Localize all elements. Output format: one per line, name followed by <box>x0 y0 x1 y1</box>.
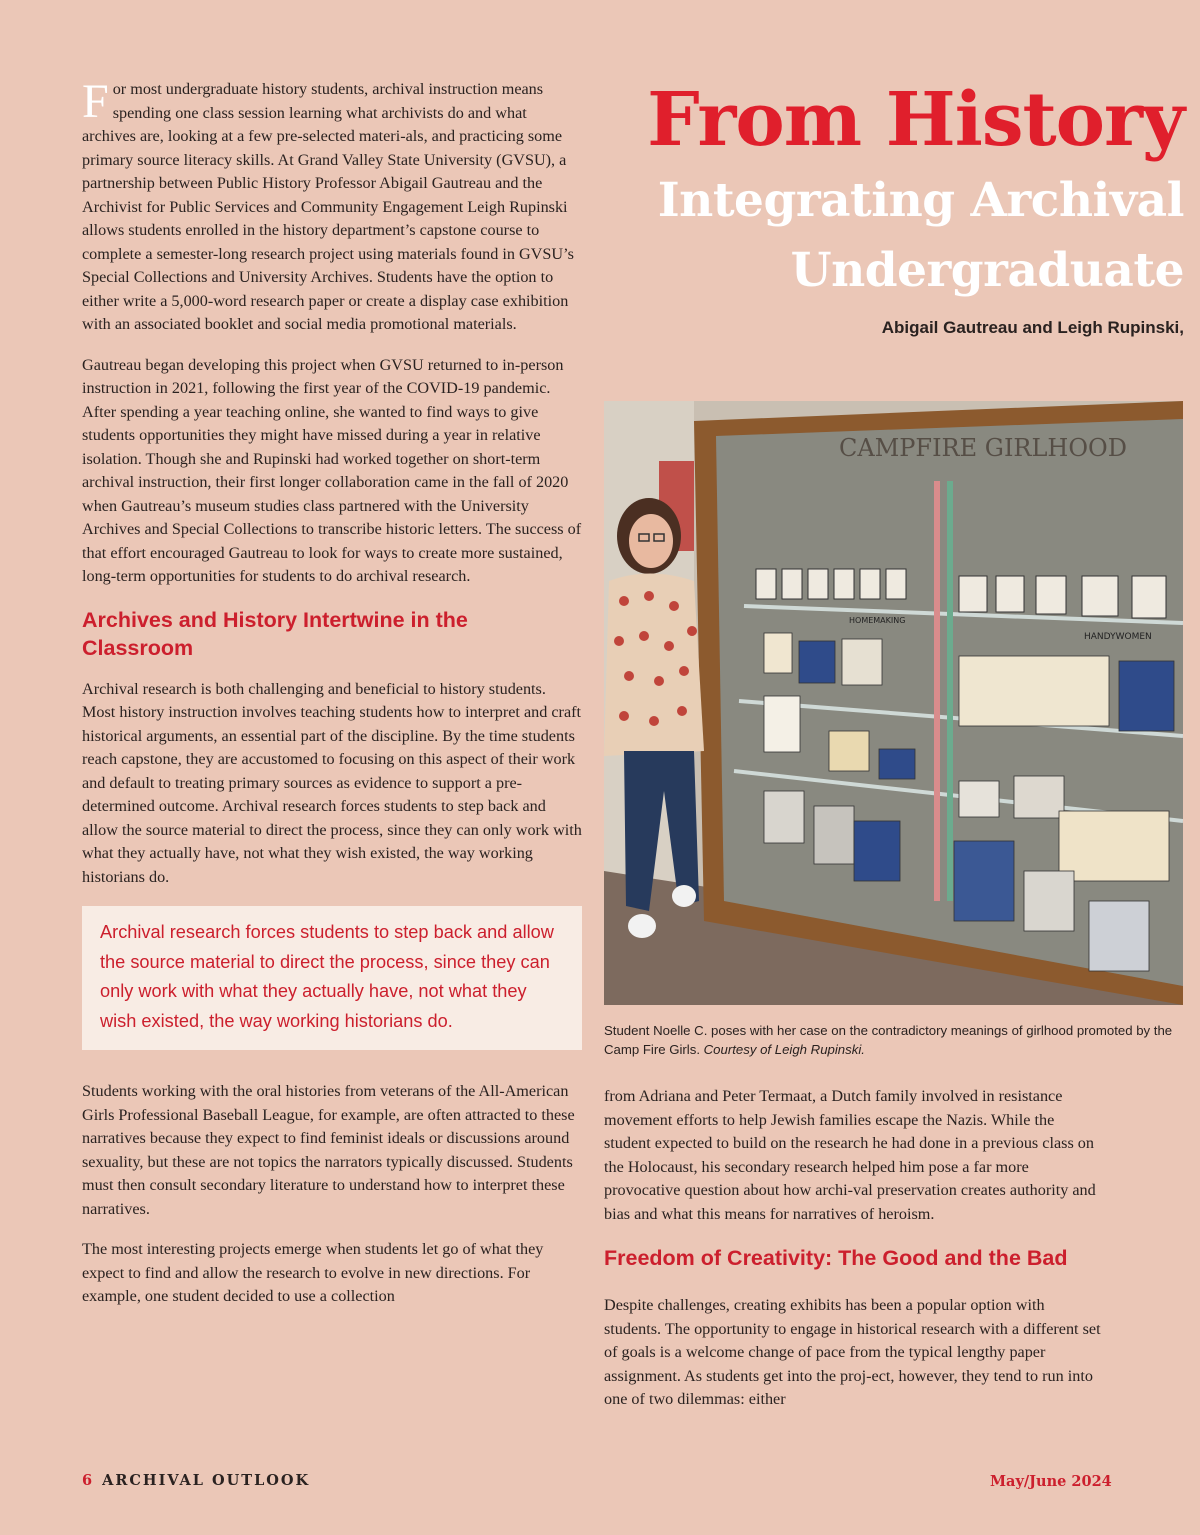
publication-name: ARCHIVAL OUTLOOK <box>102 1472 311 1489</box>
body-paragraph: Despite challenges, creating exhibits has been a popular option with students. The opportunity to engage in historical research with a different set of goals is a welcome change of pace from the typical lengthy paper assignment. As students get into the proj-ect, however, they tend to run into one of two dilemmas: either <box>604 1296 1101 1408</box>
body-paragraph: Gautreau began developing this project when GVSU returned to in-person instruction in 2021, following the first year of the COVID-19 pandemic. After spending a year teaching online, she wanted to find ways to give students opportunities they might have missed during a year in relative isolation. Though she and Rupinski had worked together on short-term archival instruction, their first longer collaboration came in the fall of 2020 when Gautreau’s museum studies class partnered with the University Archives and Special Collections to transcribe historic letters. The success of that effort encouraged Gautreau to look for ways to create more sustained, long-term opportunities for students to do archival research. <box>82 355 582 585</box>
body-paragraph: Archival research is both challenging and beneficial to history students. Most history instruction involves teaching students how to interpret and craft historical arguments, an essential part of the discipline. By the time students reach capstone, they are accustomed to focusing on this aspect of their work and default to treating primary sources as evidence to support a pre-determined outcome. Archival research forces students to step back and allow the source material to direct the process, since they can only work with what they actually have, not what they wish existed, the way working historians do. <box>82 679 582 886</box>
photo-caption <box>604 1021 1184 1059</box>
page-number: 6 <box>82 1472 93 1489</box>
intro-text: or most undergraduate history students, archival instruction means spending one class session learning what archivists do and what archives are, looking at a few pre-selected materi-als, and practicing some primary source literacy skills. At Grand Valley State University (GVSU), a partnership between Public History Professor Abigail Gautreau and the Archivist for Public Services and Community Engagement Leigh Rupinski allows students enrolled in the history department’s capstone course to complete a semester-long research project using materials found in GVSU’s Special Collections and University Archives. Students have the option to either write a 5,000-word research paper or create a display case exhibition with an associated booklet and social media promotional materials. <box>82 80 574 333</box>
drop-cap: F <box>82 75 109 128</box>
label-handywomen: HANDYWOMEN <box>1084 632 1152 642</box>
subtitle-line: Integrating Archival <box>657 173 1184 228</box>
caption-text: Student Noelle C. poses with her case on the contradictory meanings of girlhood promoted by the Camp Fire Girls. <box>604 1023 1173 1057</box>
byline: Abigail Gautreau and Leigh Rupinski, <box>881 318 1184 337</box>
body-paragraph: The most interesting projects emerge when students let go of what they expect to find and allow the research to evolve in new directions. For example, one student decided to use a collection <box>82 1240 544 1305</box>
issue-date: May/June 2024 <box>990 1473 1112 1490</box>
title-block <box>604 78 1184 338</box>
article-title: From History <box>647 77 1184 163</box>
intro-paragraph <box>82 75 582 337</box>
section-heading: Freedom of Creativity: The Good and the Bad <box>604 1246 1068 1270</box>
left-column <box>82 75 582 1326</box>
caption-credit: Courtesy of Leigh Rupinski. <box>703 1042 865 1057</box>
body-paragraph: from Adriana and Peter Termaat, a Dutch family involved in resistance movement efforts to help Jewish families escape the Nazis. While the student expected to build on the research he had done in a previous class on the Holocaust, his secondary research helped him pose a far more provocative question about how archi-val preservation creates authority and bias and what this means for narratives of heroism. <box>604 1087 1096 1223</box>
pull-quote: Archival research forces students to step back and allow the source material to direct the process, since they can only work with what they actually have, not what they wish existed, the way working historians do. <box>82 906 582 1050</box>
case-sign: CAMPFIRE GIRLHOOD <box>839 434 1127 462</box>
article-photo <box>604 401 1183 1005</box>
right-column <box>604 1085 1104 1429</box>
label-homemaking: HOMEMAKING <box>849 616 906 625</box>
article-subtitle <box>604 166 1184 306</box>
body-paragraph: Students working with the oral histories from veterans of the All-American Girls Professional Baseball League, for example, are often attracted to these narratives because they expect to find feminist ideals or discussions around sexuality, but these are not topics the narrators typically discussed. Students must then consult secondary literature to understand how to interpret these narratives. <box>82 1082 575 1218</box>
display-case-illustration <box>604 401 1183 1005</box>
footer-left <box>82 1472 310 1489</box>
subtitle-line: Undergraduate <box>790 243 1184 298</box>
section-heading: Archives and History Intertwine in the Classroom <box>82 607 468 660</box>
